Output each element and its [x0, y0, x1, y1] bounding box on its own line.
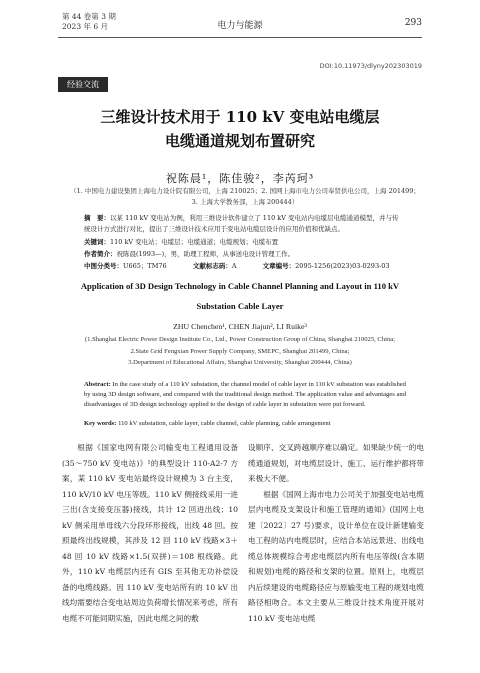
authors-cn: 祝陈晨¹，陈佳骏²，李芮珂³ [165, 172, 315, 185]
keywords-cn-label: 关键词： [84, 238, 110, 246]
author-bio-text: 祝陈晨(1993—)，男，助理工程师，从事送电设计管理工作。 [116, 250, 295, 258]
author-bio-cn [84, 249, 404, 260]
abstract-en-text: In the case study of a 110 kV substation, the channel model of cable layer in 110 kV substation was established by using 3D design software, and compared with the traditional design method. The application value and advantages and disadvantages of 3D design technology applied to the design of cable layer in substation were put forward. [84, 381, 406, 408]
affiliation-cn-1: （1. 中国电力建设集团上海电力设计院有限公司，上海 210025；2. 国网上海市电力公司奉贤供电公司，上海 201499； [70, 187, 420, 195]
abstract-en-label: Abstract: [84, 381, 111, 388]
abstract-cn-text: 以某 110 kV 变电站为例，利用三维设计软件建立了 110 kV 变电站内电缆层电缆通道模型，并与传统设计方式进行对比，提出了三维设计技术应用于变电站电缆层设计的应用价值和优缺点。 [84, 214, 399, 233]
header-volume: 第 44 卷第 3 期 [62, 12, 116, 21]
article-id-value: 2095-1256(2023)03-0293-03 [295, 262, 390, 270]
affiliation-en-3: 3.Department of Educational Affairs, Shanghai University, Shanghai 200444, China) [128, 359, 352, 366]
doc-code-value: A [231, 262, 237, 270]
title-cn-line-2: 电缆通道规划布置研究 [164, 132, 315, 150]
body-paragraph: 根据《国家电网有限公司输变电工程通用设备(35～750 kV 变电站)》¹的典型设计 110-A2-7 方案，某 110 kV 变电站最终设计规模为 3 台主变，110 kV/10 kV 电压等级。110 kV 侧接线采用一进三出(含支接变压器)接线，共计 12 回进出线；10 kV 侧采用单母线六分段环形接线，出线 48 回。按照最终出线规模，其涉及 12 回 110 kV 线路×3＋48 回 10 kV 线路×1.5(双拼)＝108 根线路。此外，110 kV 电缆层内还有 GIS 至其他无功补偿设备的电缆线路。因 110 kV 变电站所有的 10 kV 出线均需要结合变电站周边负荷增长情况来考虑，所有电缆不可能同期实施，因此电缆之间的敷 [62, 443, 238, 623]
header-divider [58, 37, 422, 38]
section-badge: 经验交流 [58, 77, 108, 92]
clc-value: U665；TM76 [123, 262, 167, 270]
keywords-cn [84, 237, 404, 248]
header-date: 2023 年 6 月 [62, 22, 109, 31]
clc-label: 中图分类号： [84, 262, 123, 270]
affiliation-en-1: (1.Shanghai Electric Power Design Institute Co., Ltd., Power Construction Group of China, Shanghai 210025, China; [84, 336, 396, 343]
doc-code-label: 文献标志码： [192, 262, 232, 270]
abstract-cn [84, 213, 404, 235]
keywords-en-label: Key words: [84, 420, 117, 427]
article-id-label: 文章编号： [262, 262, 296, 270]
keywords-en [84, 420, 406, 427]
doi: DOI:10.11973/dlyny202303019 [319, 62, 422, 70]
affiliations-en [60, 334, 420, 369]
authors-en: ZHU Chenchen¹, CHEN Jiajun², LI Ruike³ [173, 322, 307, 331]
body-paragraph: 根据《国网上海市电力公司关于加强变电站电缆层内电缆及支架设计和施工管理的通知》(国网上电建〔2022〕27 号)要求，设计单位在设计新建输变电工程的站内电缆层时，应结合本站远景进、出线电缆总体规模综合考虑电缆层内所有电压等级(含本期和规划)电缆的路径和支架的位置。原则上，电缆层内后续建设的电缆路径应与原输变电工程的规划电缆路径相吻合。本文主要从三维设计技术角度开展对 110 kV 变电站电缆 [248, 489, 424, 623]
header-journal: 电力与能源 [217, 21, 263, 31]
body-column-left [62, 440, 238, 626]
abstract-cn-label: 摘 要： [84, 214, 110, 222]
affiliations-cn [70, 186, 420, 208]
affiliation-cn-2: 3. 上海大学教务部，上海 200444） [191, 198, 299, 206]
header-page-number: 293 [404, 18, 422, 28]
body-paragraph: 设顺序、交叉跨越顺序难以确定。如果缺少统一的电缆通道规划，对电缆层设计、施工、运行维护都将带来极大不便。 [248, 443, 424, 483]
title-cn-line-1: 三维设计技术用于 110 kV 变电站电缆层 [100, 108, 380, 126]
classification-line [84, 261, 404, 272]
keywords-cn-text: 110 kV 变电站；电缆层；电缆通道；电缆规划；电缆布置 [110, 238, 279, 246]
abstract-en [84, 380, 406, 409]
body-column-right [248, 440, 424, 626]
affiliation-en-2: 2.State Grid Fengxian Power Supply Company, SMEPC, Shanghai 201499, China; [130, 347, 350, 355]
title-en-line-2: Substation Cable Layer [196, 301, 284, 311]
title-en [40, 276, 440, 316]
keywords-en-text: 110 kV substation, cable layer, cable channel, cable planning, cable arrangement [118, 420, 331, 427]
title-en-line-1: Application of 3D Design Technology in Cable Channel Planning and Layout in 110 kV [80, 281, 400, 291]
author-bio-label: 作者简介： [84, 250, 117, 258]
